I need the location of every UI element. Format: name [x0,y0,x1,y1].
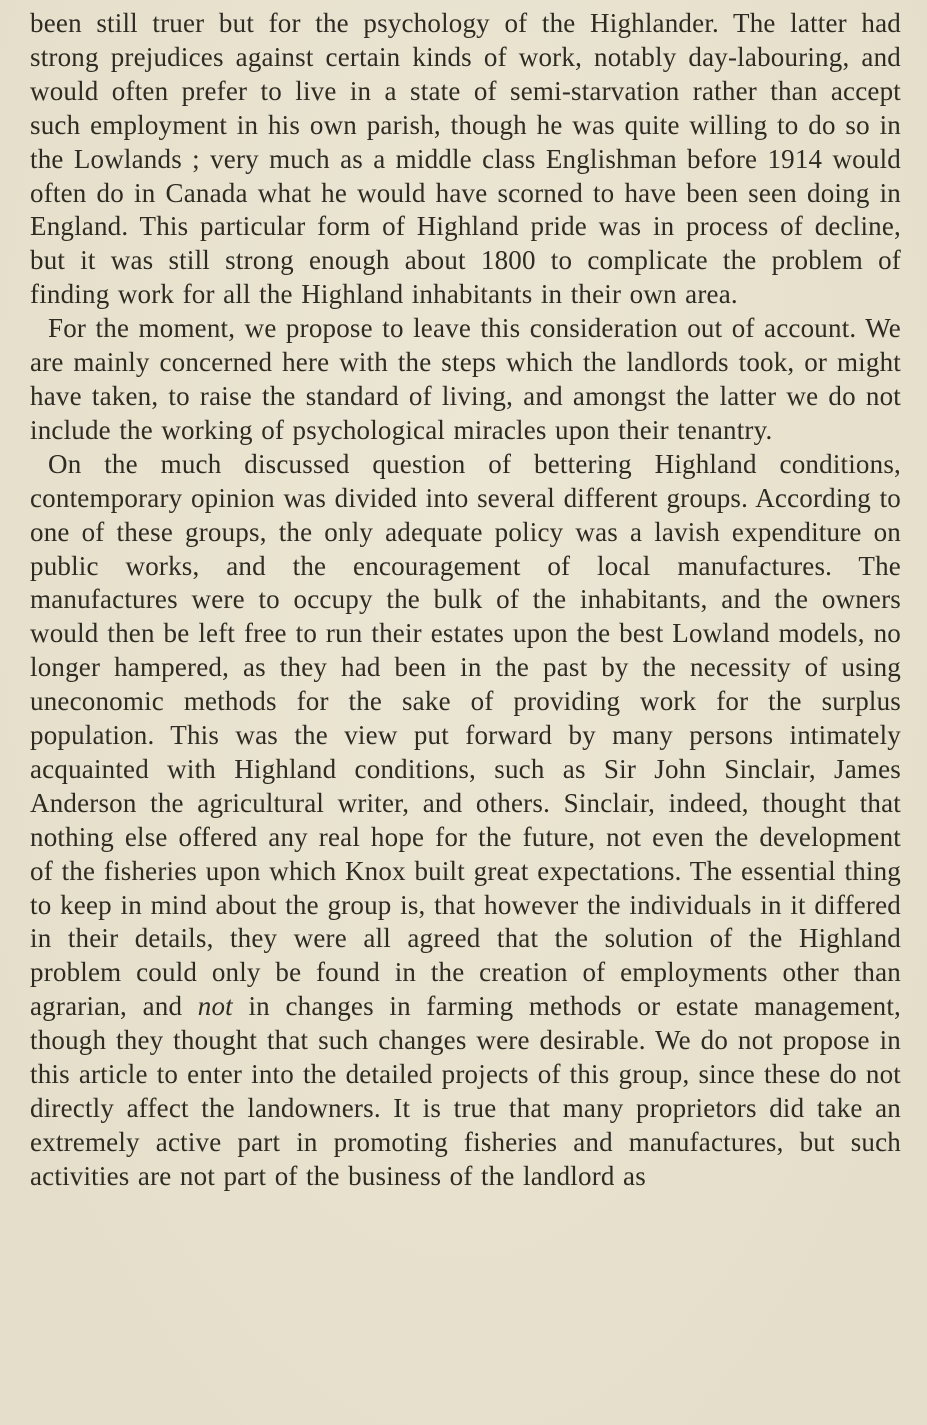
paragraph-text: On the much discussed question of bettering Highland conditions, contemporary opinion was divided into several different groups. According to one of these groups, the only adequate policy was a lavish expenditure on public works, and the encouragement of local manufactures. The manufactures were to occupy the bulk of the inhabitants, and the owners would then be left free to run their estates upon the best Lowland models, no longer hampered, as they had been in the past by the necessity of using uneconomic methods for the sake of providing work for the surplus population. This was the view put forward by many persons intimately acquainted with Highland conditions, such as Sir John Sinclair, James Anderson the agricultural writer, and others. Sinclair, indeed, thought that nothing else offered any real hope for the future, not even the development of the fisheries upon which Knox built great expectations. The essential thing to keep in mind about the group is, that however the individuals in it differed in their details, they were all agreed that the solution of the Highland problem could only be found in the creation of employments other than agrarian, and [30,448,901,1022]
paragraph-on-the-much-discussed [30,448,901,1194]
paragraph-text: in changes in farming methods or estate management, though they thought that such changes were desirable. We do not propose in this article to enter into the detailed projects of this group, since these do not directly affect the landowners. It is true that many proprietors did take an extremely active part in promoting fisheries and manufactures, but such activities are not part of the business of the landlord as [30,991,901,1191]
paragraph-for-the-moment: For the moment, we propose to leave this consideration out of account. We are mainly concerned here with the steps which the landlords took, or might have taken, to raise the standard of living, and amongst the latter we do not include the working of psychological miracles upon their tenantry. [30,313,901,445]
italic-word-not: not [197,991,233,1022]
paragraph-continuation: been still truer but for the psychology of the Highlander. The latter had strong prejudices against certain kinds of work, notably day-labouring, and would often prefer to live in a state of semi-starvation rather than accept such employment in his own parish, though he was quite willing to do so in the Lowlands ; very much as a middle class Englishman before 1914 would often do in Canada what he would have scorned to have been seen doing in England. This particular form of Highland pride was in process of decline, but it was still strong enough about 1800 to complicate the problem of finding work for all the Highland inhabitants in their own area. [30,8,901,310]
